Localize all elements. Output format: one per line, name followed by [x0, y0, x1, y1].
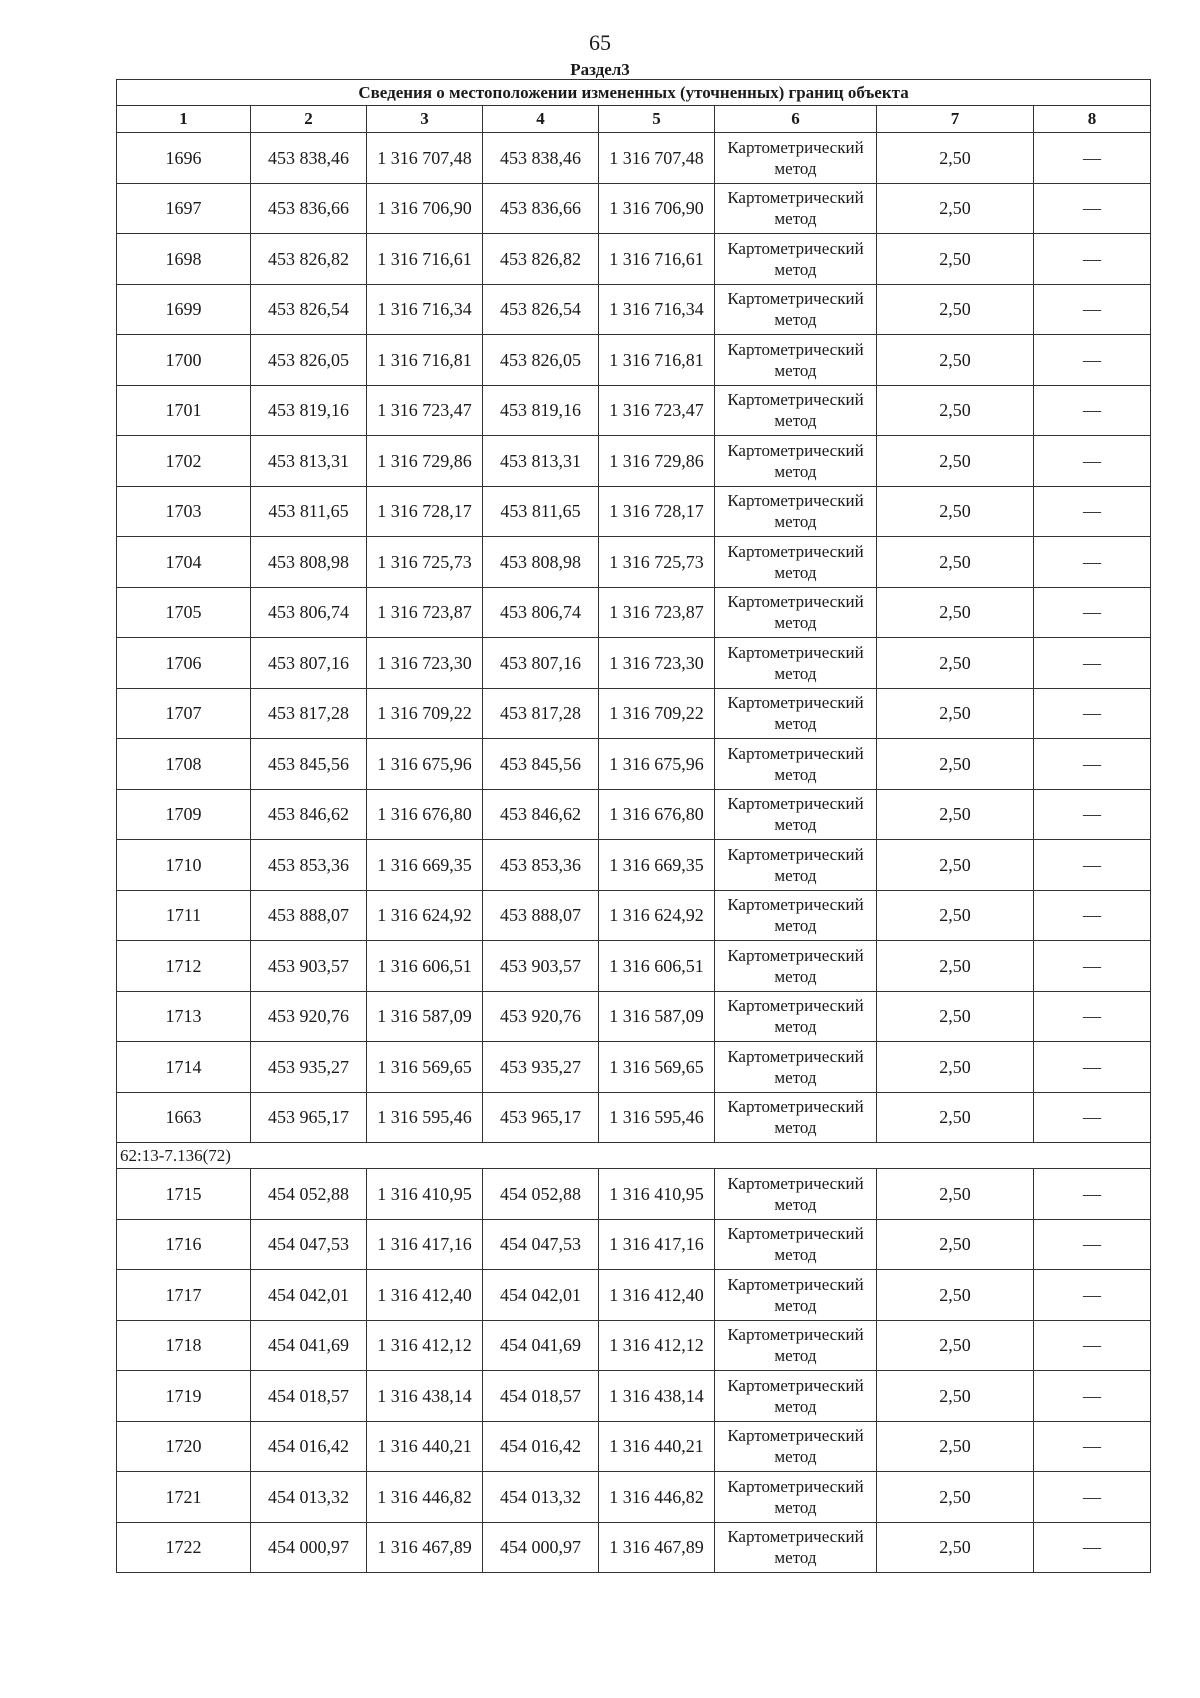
description-cell: —: [1034, 284, 1151, 335]
point-number-cell: 1715: [117, 1169, 251, 1220]
y-new-cell: 1 316 606,51: [599, 941, 715, 992]
y-new-cell: 1 316 707,48: [599, 133, 715, 184]
x-new-cell: 453 846,62: [483, 789, 599, 840]
description-cell: —: [1034, 335, 1151, 386]
table-caption: Сведения о местоположении измененных (уточненных) границ объекта: [117, 80, 1151, 106]
method-cell: Картометрический метод: [715, 1270, 877, 1321]
table-row: [117, 1472, 1151, 1523]
table-row: [117, 1092, 1151, 1143]
x-old-cell: 453 826,82: [251, 234, 367, 285]
accuracy-cell: 2,50: [877, 385, 1034, 436]
y-old-cell: 1 316 729,86: [367, 436, 483, 487]
y-new-cell: 1 316 725,73: [599, 537, 715, 588]
section-label-row: [117, 1143, 1151, 1169]
x-new-cell: 454 052,88: [483, 1169, 599, 1220]
point-number-cell: 1700: [117, 335, 251, 386]
y-old-cell: 1 316 716,81: [367, 335, 483, 386]
description-cell: —: [1034, 1169, 1151, 1220]
accuracy-cell: 2,50: [877, 739, 1034, 790]
point-number-cell: 1704: [117, 537, 251, 588]
method-cell: Картометрический метод: [715, 133, 877, 184]
description-cell: —: [1034, 1219, 1151, 1270]
x-new-cell: 453 888,07: [483, 890, 599, 941]
x-new-cell: 453 836,66: [483, 183, 599, 234]
method-cell: Картометрический метод: [715, 890, 877, 941]
section-title: Раздел3: [570, 60, 630, 79]
x-new-cell: 453 826,82: [483, 234, 599, 285]
x-new-cell: 453 813,31: [483, 436, 599, 487]
method-cell: Картометрический метод: [715, 1522, 877, 1573]
y-old-cell: 1 316 723,30: [367, 638, 483, 689]
description-cell: —: [1034, 789, 1151, 840]
point-number-cell: 1663: [117, 1092, 251, 1143]
y-new-cell: 1 316 595,46: [599, 1092, 715, 1143]
point-number-cell: 1701: [117, 385, 251, 436]
table-row: [117, 587, 1151, 638]
page-number: 65: [589, 30, 611, 55]
y-new-cell: 1 316 729,86: [599, 436, 715, 487]
x-old-cell: 454 041,69: [251, 1320, 367, 1371]
table-row: [117, 688, 1151, 739]
table-row: [117, 284, 1151, 335]
x-new-cell: 453 817,28: [483, 688, 599, 739]
y-old-cell: 1 316 676,80: [367, 789, 483, 840]
table-row: [117, 890, 1151, 941]
point-number-cell: 1710: [117, 840, 251, 891]
x-old-cell: 453 846,62: [251, 789, 367, 840]
description-cell: —: [1034, 1472, 1151, 1523]
description-cell: —: [1034, 991, 1151, 1042]
x-new-cell: 454 000,97: [483, 1522, 599, 1573]
column-number: 6: [715, 106, 877, 133]
point-number-cell: 1711: [117, 890, 251, 941]
x-new-cell: 453 845,56: [483, 739, 599, 790]
y-new-cell: 1 316 438,14: [599, 1371, 715, 1422]
x-new-cell: 454 016,42: [483, 1421, 599, 1472]
x-old-cell: 453 935,27: [251, 1042, 367, 1093]
method-cell: Картометрический метод: [715, 840, 877, 891]
y-new-cell: 1 316 417,16: [599, 1219, 715, 1270]
x-old-cell: 453 819,16: [251, 385, 367, 436]
y-new-cell: 1 316 467,89: [599, 1522, 715, 1573]
description-cell: —: [1034, 941, 1151, 992]
method-cell: Картометрический метод: [715, 1320, 877, 1371]
accuracy-cell: 2,50: [877, 335, 1034, 386]
point-number-cell: 1705: [117, 587, 251, 638]
x-new-cell: 453 806,74: [483, 587, 599, 638]
description-cell: —: [1034, 638, 1151, 689]
method-cell: Картометрический метод: [715, 335, 877, 386]
y-new-cell: 1 316 624,92: [599, 890, 715, 941]
x-old-cell: 454 047,53: [251, 1219, 367, 1270]
accuracy-cell: 2,50: [877, 1042, 1034, 1093]
x-new-cell: 453 965,17: [483, 1092, 599, 1143]
y-old-cell: 1 316 716,61: [367, 234, 483, 285]
y-old-cell: 1 316 446,82: [367, 1472, 483, 1523]
y-old-cell: 1 316 706,90: [367, 183, 483, 234]
x-old-cell: 453 813,31: [251, 436, 367, 487]
x-new-cell: 453 903,57: [483, 941, 599, 992]
accuracy-cell: 2,50: [877, 991, 1034, 1042]
accuracy-cell: 2,50: [877, 537, 1034, 588]
accuracy-cell: 2,50: [877, 284, 1034, 335]
point-number-cell: 1696: [117, 133, 251, 184]
description-cell: —: [1034, 183, 1151, 234]
x-new-cell: 454 047,53: [483, 1219, 599, 1270]
description-cell: —: [1034, 688, 1151, 739]
table-row: [117, 183, 1151, 234]
method-cell: Картометрический метод: [715, 1421, 877, 1472]
x-old-cell: 453 838,46: [251, 133, 367, 184]
y-old-cell: 1 316 587,09: [367, 991, 483, 1042]
table-caption-row: [117, 80, 1151, 106]
y-old-cell: 1 316 440,21: [367, 1421, 483, 1472]
accuracy-cell: 2,50: [877, 1219, 1034, 1270]
table-row: [117, 941, 1151, 992]
section-label: 62:13-7.136(72): [117, 1143, 1151, 1169]
accuracy-cell: 2,50: [877, 789, 1034, 840]
description-cell: —: [1034, 1092, 1151, 1143]
point-number-cell: 1707: [117, 688, 251, 739]
x-new-cell: 453 853,36: [483, 840, 599, 891]
x-old-cell: 453 965,17: [251, 1092, 367, 1143]
accuracy-cell: 2,50: [877, 183, 1034, 234]
x-old-cell: 453 826,05: [251, 335, 367, 386]
x-new-cell: 454 018,57: [483, 1371, 599, 1422]
point-number-cell: 1706: [117, 638, 251, 689]
x-new-cell: 453 807,16: [483, 638, 599, 689]
description-cell: —: [1034, 486, 1151, 537]
method-cell: Картометрический метод: [715, 739, 877, 790]
description-cell: —: [1034, 840, 1151, 891]
description-cell: —: [1034, 537, 1151, 588]
y-old-cell: 1 316 624,92: [367, 890, 483, 941]
point-number-cell: 1722: [117, 1522, 251, 1573]
y-old-cell: 1 316 709,22: [367, 688, 483, 739]
table-row: [117, 335, 1151, 386]
description-cell: —: [1034, 234, 1151, 285]
method-cell: Картометрический метод: [715, 1219, 877, 1270]
y-new-cell: 1 316 446,82: [599, 1472, 715, 1523]
table-row: [117, 1169, 1151, 1220]
accuracy-cell: 2,50: [877, 133, 1034, 184]
table-row: [117, 1421, 1151, 1472]
y-old-cell: 1 316 569,65: [367, 1042, 483, 1093]
x-old-cell: 453 811,65: [251, 486, 367, 537]
x-old-cell: 453 807,16: [251, 638, 367, 689]
accuracy-cell: 2,50: [877, 1092, 1034, 1143]
table-row: [117, 486, 1151, 537]
table-row: [117, 537, 1151, 588]
accuracy-cell: 2,50: [877, 1522, 1034, 1573]
point-number-cell: 1713: [117, 991, 251, 1042]
point-number-cell: 1698: [117, 234, 251, 285]
x-old-cell: 454 052,88: [251, 1169, 367, 1220]
y-new-cell: 1 316 412,12: [599, 1320, 715, 1371]
description-cell: —: [1034, 1270, 1151, 1321]
accuracy-cell: 2,50: [877, 436, 1034, 487]
y-old-cell: 1 316 467,89: [367, 1522, 483, 1573]
accuracy-cell: 2,50: [877, 840, 1034, 891]
method-cell: Картометрический метод: [715, 1169, 877, 1220]
table-row: [117, 991, 1151, 1042]
y-new-cell: 1 316 716,61: [599, 234, 715, 285]
y-old-cell: 1 316 675,96: [367, 739, 483, 790]
method-cell: Картометрический метод: [715, 183, 877, 234]
table-row: [117, 840, 1151, 891]
method-cell: Картометрический метод: [715, 941, 877, 992]
point-number-cell: 1718: [117, 1320, 251, 1371]
accuracy-cell: 2,50: [877, 1270, 1034, 1321]
method-cell: Картометрический метод: [715, 688, 877, 739]
x-new-cell: 453 811,65: [483, 486, 599, 537]
point-number-cell: 1721: [117, 1472, 251, 1523]
y-new-cell: 1 316 669,35: [599, 840, 715, 891]
x-new-cell: 453 838,46: [483, 133, 599, 184]
x-new-cell: 453 808,98: [483, 537, 599, 588]
y-new-cell: 1 316 723,47: [599, 385, 715, 436]
description-cell: —: [1034, 436, 1151, 487]
accuracy-cell: 2,50: [877, 1320, 1034, 1371]
table-body: [117, 133, 1151, 1573]
method-cell: Картометрический метод: [715, 385, 877, 436]
x-old-cell: 453 806,74: [251, 587, 367, 638]
y-old-cell: 1 316 438,14: [367, 1371, 483, 1422]
method-cell: Картометрический метод: [715, 1472, 877, 1523]
method-cell: Картометрический метод: [715, 537, 877, 588]
y-new-cell: 1 316 728,17: [599, 486, 715, 537]
table-row: [117, 1371, 1151, 1422]
point-number-cell: 1712: [117, 941, 251, 992]
accuracy-cell: 2,50: [877, 638, 1034, 689]
point-number-cell: 1714: [117, 1042, 251, 1093]
y-new-cell: 1 316 569,65: [599, 1042, 715, 1093]
x-old-cell: 454 000,97: [251, 1522, 367, 1573]
description-cell: —: [1034, 133, 1151, 184]
table-row: [117, 1320, 1151, 1371]
y-new-cell: 1 316 587,09: [599, 991, 715, 1042]
accuracy-cell: 2,50: [877, 1472, 1034, 1523]
x-old-cell: 453 845,56: [251, 739, 367, 790]
y-new-cell: 1 316 410,95: [599, 1169, 715, 1220]
accuracy-cell: 2,50: [877, 587, 1034, 638]
x-new-cell: 453 826,05: [483, 335, 599, 386]
y-old-cell: 1 316 606,51: [367, 941, 483, 992]
point-number-cell: 1703: [117, 486, 251, 537]
x-new-cell: 454 042,01: [483, 1270, 599, 1321]
description-cell: —: [1034, 739, 1151, 790]
table-row: [117, 133, 1151, 184]
y-old-cell: 1 316 716,34: [367, 284, 483, 335]
accuracy-cell: 2,50: [877, 688, 1034, 739]
y-new-cell: 1 316 716,81: [599, 335, 715, 386]
x-new-cell: 453 920,76: [483, 991, 599, 1042]
y-new-cell: 1 316 675,96: [599, 739, 715, 790]
x-old-cell: 454 013,32: [251, 1472, 367, 1523]
y-old-cell: 1 316 417,16: [367, 1219, 483, 1270]
y-new-cell: 1 316 723,30: [599, 638, 715, 689]
column-number: 4: [483, 106, 599, 133]
y-new-cell: 1 316 706,90: [599, 183, 715, 234]
description-cell: —: [1034, 890, 1151, 941]
point-number-cell: 1717: [117, 1270, 251, 1321]
x-new-cell: 453 935,27: [483, 1042, 599, 1093]
column-number: 7: [877, 106, 1034, 133]
y-new-cell: 1 316 412,40: [599, 1270, 715, 1321]
x-old-cell: 453 826,54: [251, 284, 367, 335]
y-new-cell: 1 316 440,21: [599, 1421, 715, 1472]
point-number-cell: 1716: [117, 1219, 251, 1270]
point-number-cell: 1708: [117, 739, 251, 790]
y-old-cell: 1 316 412,12: [367, 1320, 483, 1371]
x-new-cell: 453 819,16: [483, 385, 599, 436]
y-new-cell: 1 316 709,22: [599, 688, 715, 739]
table-row: [117, 789, 1151, 840]
accuracy-cell: 2,50: [877, 890, 1034, 941]
x-old-cell: 453 903,57: [251, 941, 367, 992]
description-cell: —: [1034, 587, 1151, 638]
y-old-cell: 1 316 595,46: [367, 1092, 483, 1143]
x-new-cell: 454 013,32: [483, 1472, 599, 1523]
column-number-row: [117, 106, 1151, 133]
description-cell: —: [1034, 1042, 1151, 1093]
x-new-cell: 454 041,69: [483, 1320, 599, 1371]
y-old-cell: 1 316 669,35: [367, 840, 483, 891]
table-row: [117, 436, 1151, 487]
method-cell: Картометрический метод: [715, 1042, 877, 1093]
point-number-cell: 1702: [117, 436, 251, 487]
boundary-coordinates-table: [116, 79, 1151, 1573]
method-cell: Картометрический метод: [715, 486, 877, 537]
table-row: [117, 1219, 1151, 1270]
y-old-cell: 1 316 707,48: [367, 133, 483, 184]
y-old-cell: 1 316 723,47: [367, 385, 483, 436]
accuracy-cell: 2,50: [877, 1169, 1034, 1220]
method-cell: Картометрический метод: [715, 638, 877, 689]
x-old-cell: 453 888,07: [251, 890, 367, 941]
accuracy-cell: 2,50: [877, 941, 1034, 992]
y-old-cell: 1 316 723,87: [367, 587, 483, 638]
method-cell: Картометрический метод: [715, 284, 877, 335]
x-old-cell: 454 042,01: [251, 1270, 367, 1321]
method-cell: Картометрический метод: [715, 587, 877, 638]
method-cell: Картометрический метод: [715, 789, 877, 840]
y-old-cell: 1 316 412,40: [367, 1270, 483, 1321]
method-cell: Картометрический метод: [715, 1371, 877, 1422]
x-old-cell: 454 018,57: [251, 1371, 367, 1422]
table-row: [117, 1042, 1151, 1093]
point-number-cell: 1699: [117, 284, 251, 335]
table-row: [117, 1522, 1151, 1573]
method-cell: Картометрический метод: [715, 234, 877, 285]
point-number-cell: 1697: [117, 183, 251, 234]
table-row: [117, 1270, 1151, 1321]
accuracy-cell: 2,50: [877, 234, 1034, 285]
x-old-cell: 453 817,28: [251, 688, 367, 739]
table-row: [117, 638, 1151, 689]
column-number: 8: [1034, 106, 1151, 133]
table-row: [117, 385, 1151, 436]
accuracy-cell: 2,50: [877, 1421, 1034, 1472]
x-old-cell: 454 016,42: [251, 1421, 367, 1472]
column-number: 2: [251, 106, 367, 133]
table-row: [117, 234, 1151, 285]
accuracy-cell: 2,50: [877, 1371, 1034, 1422]
point-number-cell: 1709: [117, 789, 251, 840]
x-old-cell: 453 853,36: [251, 840, 367, 891]
point-number-cell: 1719: [117, 1371, 251, 1422]
method-cell: Картометрический метод: [715, 991, 877, 1042]
y-new-cell: 1 316 716,34: [599, 284, 715, 335]
x-old-cell: 453 920,76: [251, 991, 367, 1042]
column-number: 1: [117, 106, 251, 133]
description-cell: —: [1034, 385, 1151, 436]
y-old-cell: 1 316 728,17: [367, 486, 483, 537]
x-old-cell: 453 808,98: [251, 537, 367, 588]
accuracy-cell: 2,50: [877, 486, 1034, 537]
y-old-cell: 1 316 725,73: [367, 537, 483, 588]
method-cell: Картометрический метод: [715, 436, 877, 487]
description-cell: —: [1034, 1522, 1151, 1573]
description-cell: —: [1034, 1320, 1151, 1371]
y-new-cell: 1 316 723,87: [599, 587, 715, 638]
description-cell: —: [1034, 1371, 1151, 1422]
column-number: 5: [599, 106, 715, 133]
y-old-cell: 1 316 410,95: [367, 1169, 483, 1220]
y-new-cell: 1 316 676,80: [599, 789, 715, 840]
column-number: 3: [367, 106, 483, 133]
table-row: [117, 739, 1151, 790]
point-number-cell: 1720: [117, 1421, 251, 1472]
description-cell: —: [1034, 1421, 1151, 1472]
method-cell: Картометрический метод: [715, 1092, 877, 1143]
x-new-cell: 453 826,54: [483, 284, 599, 335]
x-old-cell: 453 836,66: [251, 183, 367, 234]
